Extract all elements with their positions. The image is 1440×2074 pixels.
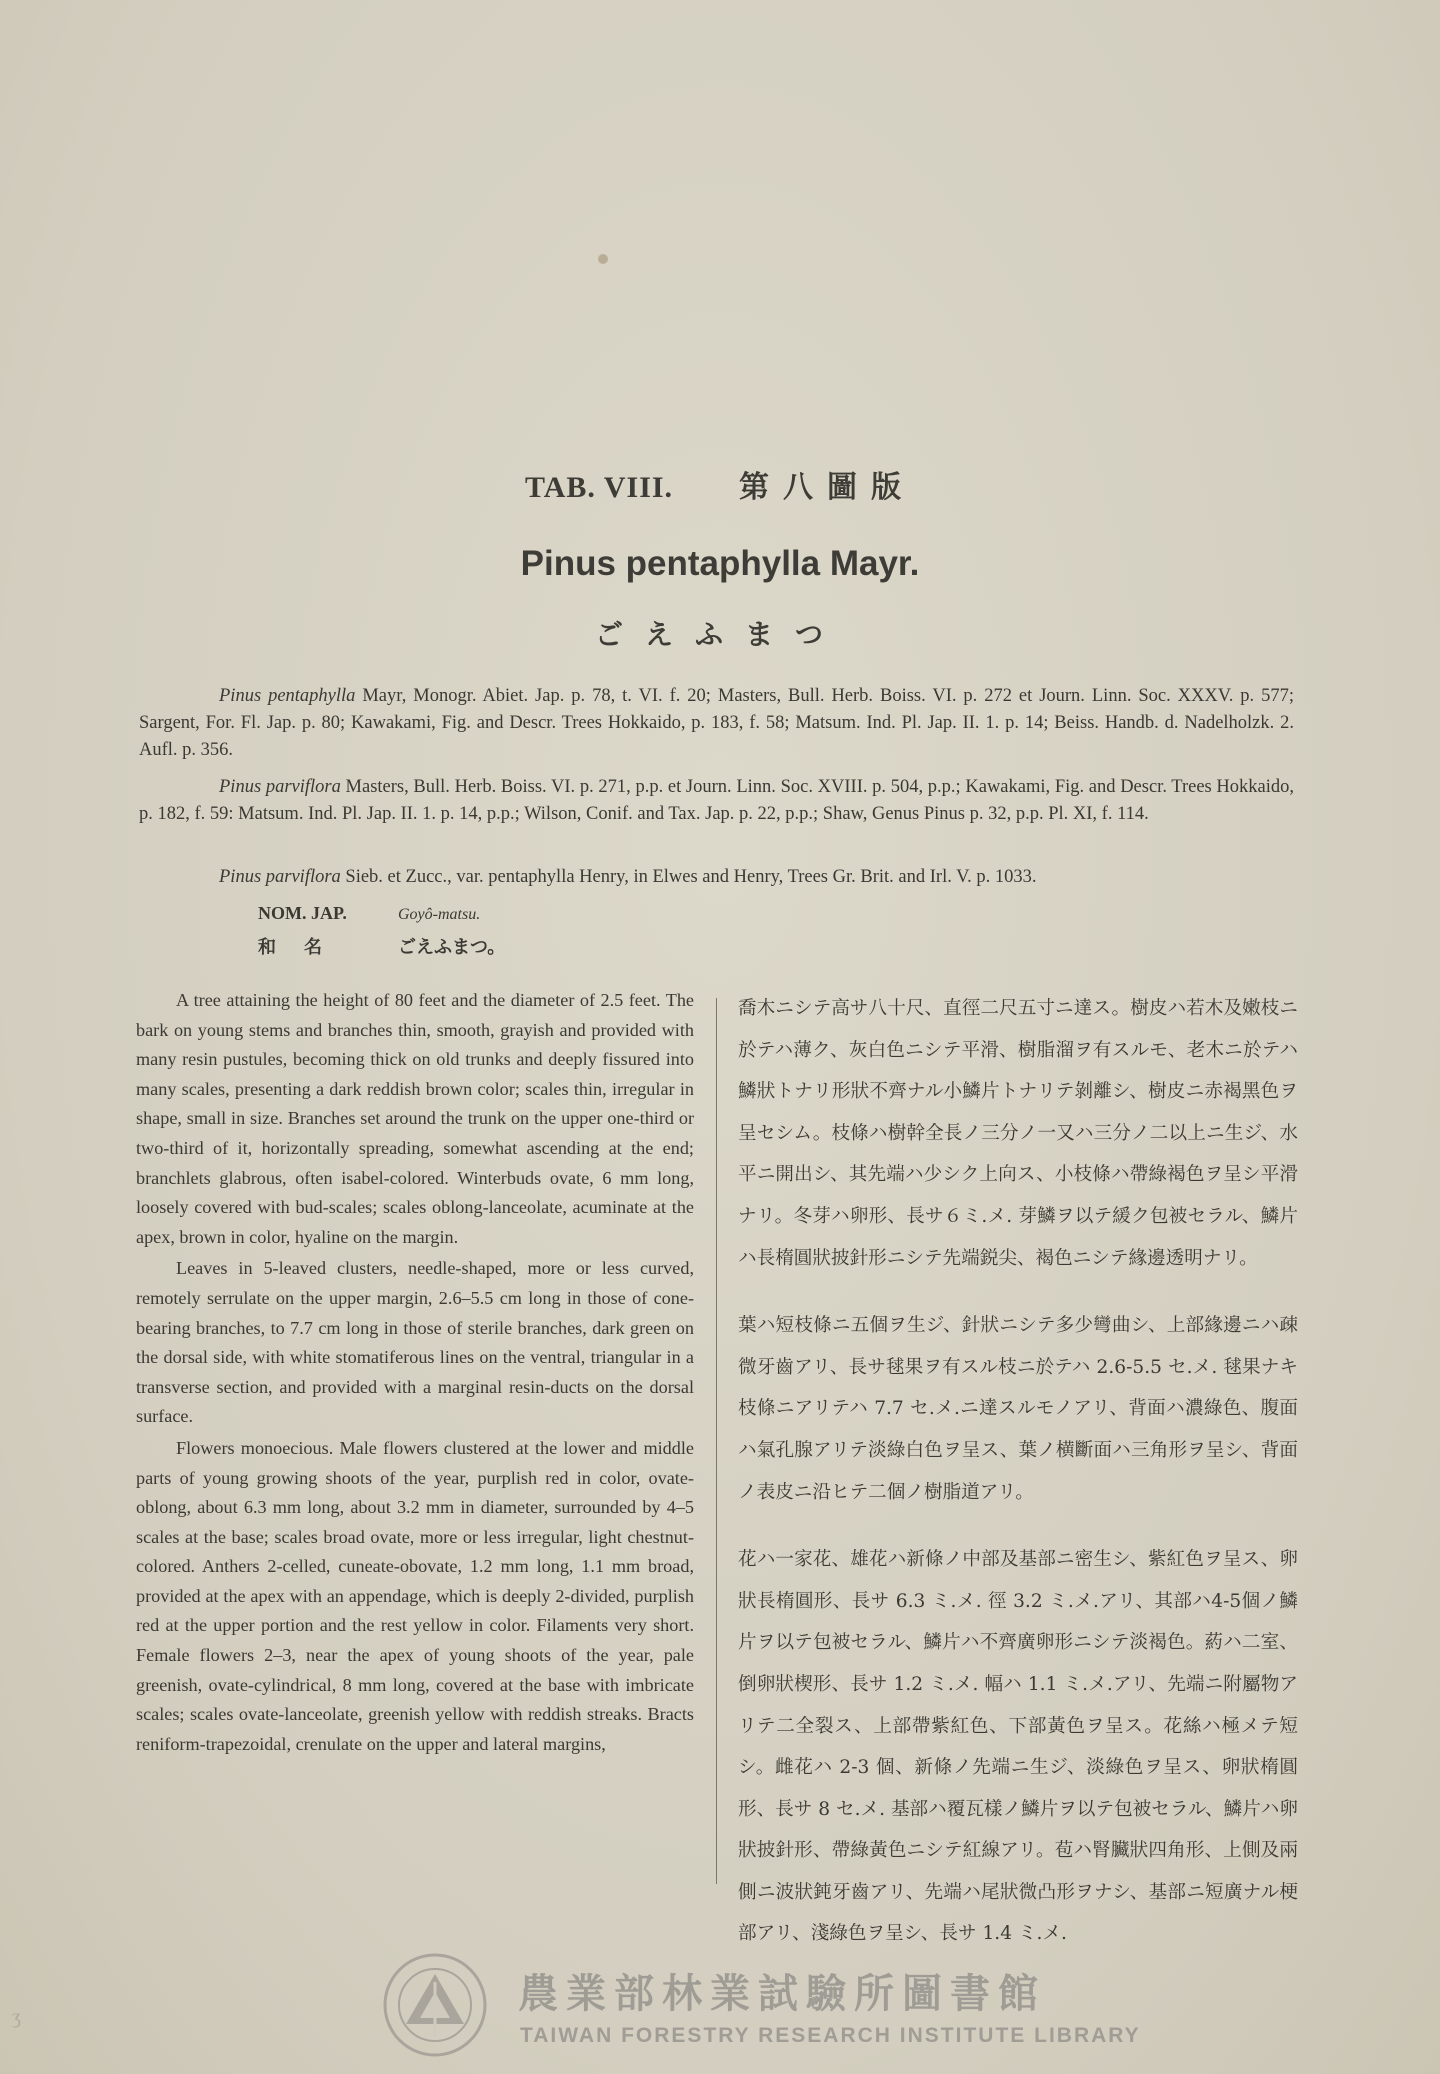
library-name-en: TAIWAN FORESTRY RESEARCH INSTITUTE LIBRARY bbox=[520, 2024, 1141, 2047]
synonym-text: Masters, Bull. Herb. Boiss. VI. p. 271, p.p. et Journ. Linn. Soc. XVIII. p. 504, p.p.; Kawakami, Fig. and Descr. Trees Hokkaido, p. 182, f. 59: Matsum. Ind. Pl. Jap. II. 1. p. 14, p.p.; Wilson, Conif. and Tax. Jap. p. 22, p.p.; Shaw, Genus Pinus p. 32, p.p. Pl. XI, f. 114. bbox=[139, 777, 1295, 824]
paragraph-flowers-jp: 花ハ一家花、雄花ハ新條ノ中部及基部ニ密生シ、紫紅色ヲ呈ス、卵狀長楕圓形、長サ 6.3 ミ.メ. 徑 3.2 ミ.メ.アリ、其部ハ4-5個ノ鱗片ヲ以テ包被セラル、鱗片ハ不齊廣卵形ニシテ淡褐色。葯ハ二室、倒卵狀楔形、長サ 1.2 ミ.メ. 幅ハ 1.1 ミ.メ.アリ、先端ニ附屬物アリテ二全裂ス、上部帶紫紅色、下部黃色ヲ呈ス。花絲ハ極メテ短シ。雌花ハ 2-3 個、新條ノ先端ニ生ジ、淡綠色ヲ呈ス、卵狀楕圓形、長サ 8 セ.メ. 基部ハ覆瓦樣ノ鱗片ヲ以テ包被セラル、鱗片ハ卵狀披針形、帶綠黃色ニシテ紅線アリ。苞ハ腎臟狀四角形、上側及兩側ニ波狀鈍牙齒アリ、先端ハ尾狀微凸形ヲナシ、基部ニ短廣ナル梗部アリ、淺綠色ヲ呈シ、長サ 1.4 ミ.メ. bbox=[738, 1549, 1298, 1945]
paragraph-flowers: Flowers monoecious. Male flowers clustered at the lower and middle parts of young growing shoots of the year, purplish red in color, ovate-oblong, about 6.3 mm long, about 3.2 mm in diameter, surrounded by 4–5 scales at the base; scales broad ovate, more or less irregular, light chestnut-colored. Anthers 2-celled, cuneate-obovate, 1.2 mm long, 1.1 mm broad, provided at the apex with an appendage, which is deeply 2-divided, purplish red at the upper portion and the rest yellow in color. Filaments very short. Female flowers 2–3, near the apex of young shoots of the year, pale greenish, ovate-cylindrical, 8 mm long, covered at the base with imbricate scales; scales ovate-lanceolate, greenish yellow with reddish streaks. Bracts reniform-trapezoidal, crenulate on the upper and lateral margins, bbox=[136, 1437, 694, 1754]
nom-jap-row bbox=[258, 903, 480, 924]
tab-label: TAB. VIII. bbox=[524, 471, 674, 504]
paragraph-leaves: Leaves in 5-leaved clusters, needle-shaped, more or less curved, remotely serrulate on the upper margin, 2.6–5.5 cm long in those of cone-bearing branches, to 7.7 cm long in those of sterile branches, dark green on the dorsal side, with white stomatiferous lines on the ventral, triangular in a transverse section, and provided with a marginal resin-ducts on the dorsal surface. bbox=[136, 1258, 694, 1427]
library-seal-icon bbox=[382, 1952, 488, 2058]
tab-label-jp: 第八圖版 bbox=[739, 471, 916, 504]
column-divider bbox=[716, 998, 717, 1884]
paragraph-habit-jp: 喬木ニシテ高サ八十尺、直徑二尺五寸ニ達ス。樹皮ハ若木及嫩枝ニ於テハ薄ク、灰白色ニシテ平滑、樹脂溜ヲ有スルモ、老木ニ於テハ鱗狀トナリ形狀不齊ナル小鱗片トナリテ剝離シ、樹皮ニ赤褐黑色ヲ呈セシム。枝條ハ樹幹全長ノ三分ノ一又ハ三分ノ二以上ニ生ジ、水平ニ開出シ、其先端ハ少シク上向ス、小枝條ハ帶綠褐色ヲ呈シ平滑ナリ。冬芽ハ卵形、長サ６ミ.メ. 芽鱗ヲ以テ緩ク包被セラル、鱗片ハ長楕圓狀披針形ニシテ先端鋭尖、褐色ニシテ緣邊透明ナリ。 bbox=[738, 998, 1298, 1269]
japanese-description bbox=[738, 988, 1298, 1981]
wamei-row bbox=[258, 933, 505, 959]
synonym-name: Pinus pentaphylla bbox=[219, 686, 356, 706]
paragraph-leaves-jp: 葉ハ短枝條ニ五個ヲ生ジ、針狀ニシテ多少彎曲シ、上部緣邊ニハ疎微牙齒アリ、長サ毬果ヲ有スル枝ニ於テハ 2.6-5.5 セ.メ. 毬果ナキ枝條ニアリテハ 7.7 セ.メ.ニ達スルモノアリ、背面ハ濃綠色、腹面ハ氣孔腺アリテ淡綠白色ヲ呈ス、葉ノ横斷面ハ三角形ヲ呈シ、背面ノ表皮ニ沿ヒテ二個ノ樹脂道アリ。 bbox=[738, 1315, 1298, 1503]
synonym-name: Pinus parviflora bbox=[219, 777, 341, 797]
english-description bbox=[136, 986, 694, 1761]
wamei-value: ごえふまつ。 bbox=[398, 937, 506, 958]
nom-jap-label: NOM. JAP. bbox=[258, 903, 347, 923]
synonym-text: Mayr, Monogr. Abiet. Jap. p. 78, t. VI. f. 20; Masters, Bull. Herb. Boiss. VI. p. 272 et Journ. Linn. Soc. XXXV. p. 577; Sargent, For. Fl. Jap. p. 80; Kawakami, Fig. and Descr. Trees Hokkaido, p. 183, f. 58; Matsum. Ind. Pl. Jap. II. 1. p. 14; Beiss. Handb. d. Nadelholzk. 2. Aufl. p. 356. bbox=[139, 686, 1295, 760]
species-kana: ごえふまつ bbox=[594, 618, 845, 651]
synonym-name: Pinus parviflora bbox=[219, 867, 341, 887]
wamei-label: 和名 bbox=[258, 937, 350, 958]
plate-title bbox=[0, 462, 1440, 506]
nom-jap-value: Goyô-matsu. bbox=[398, 906, 481, 923]
library-name-cn: 農業部林業試驗所圖書館 bbox=[518, 1971, 1046, 2017]
synonym-entry bbox=[139, 683, 1294, 764]
synonym-text: Sieb. et Zucc., var. pentaphylla Henry, in Elwes and Henry, Trees Gr. Brit. and Irl. V. p. 1033. bbox=[345, 867, 1037, 887]
paragraph-habit: A tree attaining the height of 80 feet and the diameter of 2.5 feet. The bark on young stems and branches thin, smooth, grayish and provided with many resin pustules, becoming thick on old trunks and deeply fissured into many scales, presenting a dark reddish brown color; scales thin, irregular in shape, small in size. Branches set around the trunk on the upper one-third or two-third of it, horizontally spreading, somewhat ascending at the end; branchlets glabrous, often isabel-colored. Winterbuds ovate, 6 mm long, loosely covered with bud-scales; scales oblong-lanceolate, acuminate at the apex, brown in color, hyaline on the margin. bbox=[136, 990, 694, 1247]
paper-spot bbox=[598, 254, 608, 264]
margin-pencil-mark: ʒ bbox=[12, 2006, 21, 2028]
synonym-entry bbox=[139, 774, 1294, 828]
synonym-entry bbox=[139, 864, 1294, 891]
species-name: Pinus pentaphylla Mayr. bbox=[520, 544, 920, 583]
